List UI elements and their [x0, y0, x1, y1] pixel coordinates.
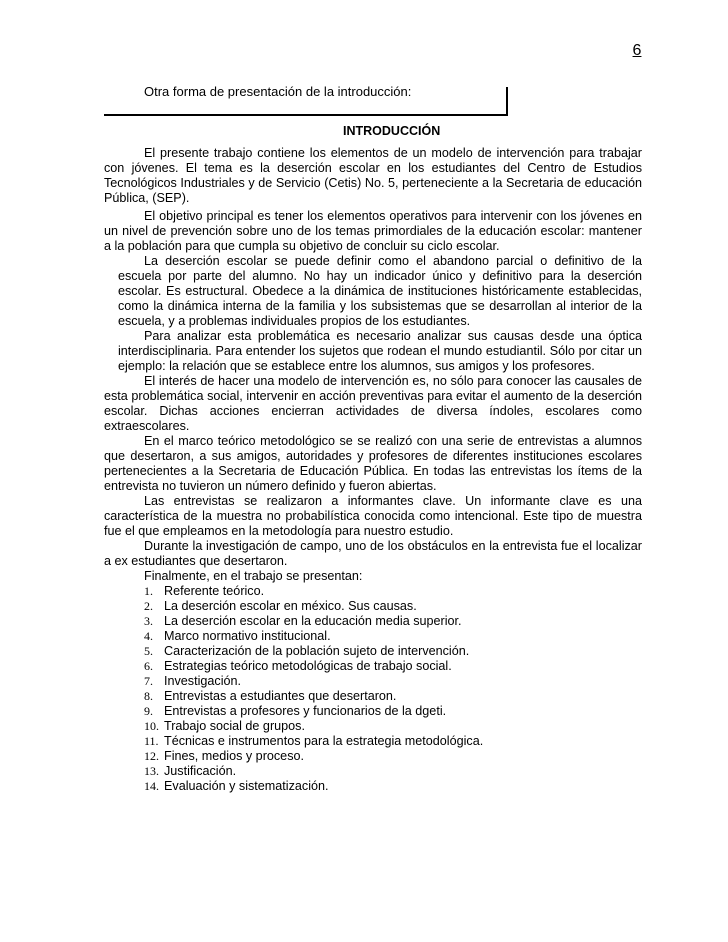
list-item-text: Trabajo social de grupos. — [164, 719, 305, 733]
list-item-number: 1. — [144, 584, 153, 598]
contents-list — [104, 584, 642, 794]
paragraph: El objetivo principal es tener los elementos operativos para intervenir con los jóvenes en un nivel de prevención sobre uno de los temas primordiales de la educación escolar: mantener a la población para que cumpla su objetivo de concluir su ciclo escolar. — [104, 209, 642, 253]
list-item — [144, 689, 642, 704]
list-item-text: Estrategias teórico metodológicas de trabajo social. — [164, 659, 452, 673]
list-item-text: Caracterización de la población sujeto de intervención. — [164, 644, 470, 658]
list-item — [144, 749, 642, 764]
frame-right-rule — [506, 87, 508, 116]
list-item-number: 13. — [144, 764, 159, 778]
list-item-number: 14. — [144, 779, 159, 793]
paragraph: Para analizar esta problemática es necesario analizar sus causas desde una óptica interdisciplinaria. Para entender los sujetos que rodean el mundo estudiantil. Sólo por citar un ejemplo: la relación que se establece entre los alumnos, sus amigos y los profesores. — [118, 329, 642, 373]
page-number: 6 — [632, 42, 642, 59]
paragraph: En el marco teórico metodológico se se realizó con una serie de entrevistas a alumnos que desertaron, a sus amigos, autoridades y profesores de diferentes instituciones escolares pertenecientes a la Secretaria de Educación Pública. En todas las entrevistas los ítems de la entrevista no tuvieron un número definido y fueron abiertas. — [104, 434, 642, 493]
list-item-text: La deserción escolar en méxico. Sus causas. — [164, 599, 417, 613]
list-item-text: Referente teórico. — [164, 584, 265, 598]
list-item — [144, 599, 642, 614]
list-item-text: Evaluación y sistematización. — [164, 779, 329, 793]
list-item-number: 12. — [144, 749, 159, 763]
paragraph: La deserción escolar se puede definir como el abandono parcial o definitivo de la escuela por parte del alumno. No hay un indicador único y definitivo para la deserción escolar. Es estructural. Obedece a la dinámica de instituciones históricamente establecidas, como la dinámica interna de la familia y los subsistemas que se desarrollan al interior de la escuela, y a problemas individuales propios de los estudiantes. — [118, 254, 642, 328]
list-item-number: 11. — [144, 734, 159, 748]
list-item — [144, 659, 642, 674]
list-item — [144, 734, 642, 749]
list-item — [144, 629, 642, 644]
list-item-number: 2. — [144, 599, 153, 613]
list-item — [144, 764, 642, 779]
list-item-number: 8. — [144, 689, 153, 703]
list-item — [144, 584, 642, 599]
list-item-text: Entrevistas a estudiantes que desertaron. — [164, 689, 397, 703]
list-item-text: Investigación. — [164, 674, 242, 688]
list-item-text: Justificación. — [164, 764, 237, 778]
list-item-number: 3. — [144, 614, 153, 628]
list-item-text: Marco normativo institucional. — [164, 629, 331, 643]
section-heading: INTRODUCCIÓN — [343, 124, 441, 138]
list-item-number: 10. — [144, 719, 159, 733]
paragraph: Las entrevistas se realizaron a informantes clave. Un informante clave es una característica de la muestra no probabilística conocida como intencional. Este tipo de muestra fue el que empleamos en la metodología para nuestro estudio. — [104, 494, 642, 538]
paragraph: Durante la investigación de campo, uno de los obstáculos en la entrevista fue el localizar a ex estudiantes que desertaron. — [104, 539, 642, 568]
list-item-text: Técnicas e instrumentos para la estrategia metodológica. — [164, 734, 484, 748]
list-item — [144, 674, 642, 689]
intro-label: Otra forma de presentación de la introducción: — [144, 84, 412, 99]
list-item-number: 5. — [144, 644, 153, 658]
list-item — [144, 719, 642, 734]
list-item — [144, 704, 642, 719]
list-item-number: 4. — [144, 629, 153, 643]
list-intro: Finalmente, en el trabajo se presentan: — [144, 569, 363, 583]
list-item-number: 9. — [144, 704, 153, 718]
body-text — [104, 146, 642, 794]
list-item-text: Entrevistas a profesores y funcionarios de la dgeti. — [164, 704, 447, 718]
paragraph: El interés de hacer una modelo de intervención es, no sólo para conocer las causales de esta problemática social, intervenir en acción preventivas para evitar el aumento de la deserción escolar. Dichas acciones encierran actividades de diversa índoles, escolares como extraescolares. — [104, 374, 642, 433]
list-item — [144, 614, 642, 629]
list-item-number: 6. — [144, 659, 153, 673]
list-item-text: Fines, medios y proceso. — [164, 749, 304, 763]
list-item-number: 7. — [144, 674, 153, 688]
list-item — [144, 644, 642, 659]
paragraph: El presente trabajo contiene los elementos de un modelo de intervención para trabajar con jóvenes. El tema es la deserción escolar en los estudiantes del Centro de Estudios Tecnológicos Industriales y de Servicio (Cetis) No. 5, perteneciente a la Secretaria de educación Pública, (SEP). — [104, 146, 642, 205]
list-item — [144, 779, 642, 794]
list-item-text: La deserción escolar en la educación media superior. — [164, 614, 462, 628]
frame-bottom-rule — [104, 114, 508, 116]
